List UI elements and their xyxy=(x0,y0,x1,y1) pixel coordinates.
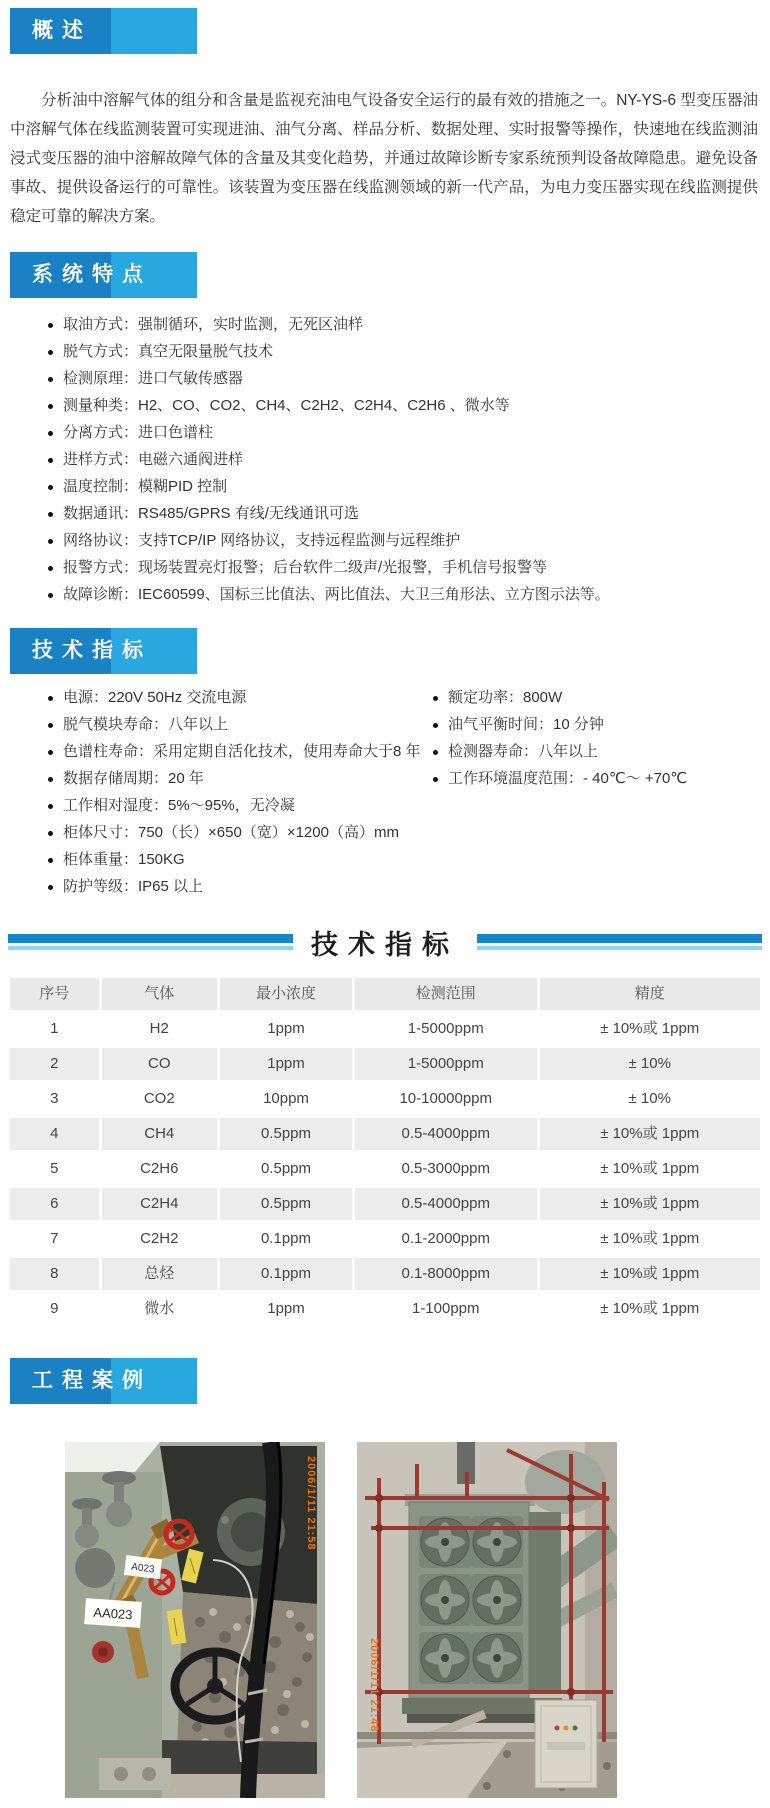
cell-gas: 总烃 xyxy=(102,1258,221,1290)
bullet-icon xyxy=(48,831,53,836)
header-bar-right xyxy=(477,934,762,950)
specs-left-column xyxy=(48,686,433,902)
photo-timestamp: 2006/1/11 21:48 xyxy=(368,1638,380,1733)
transformer-photo-illustration xyxy=(357,1442,617,1798)
cell-gas: CH4 xyxy=(102,1118,221,1150)
feature-item xyxy=(48,529,770,556)
bullet-icon xyxy=(48,777,53,782)
cell-accuracy: ± 10% xyxy=(628,1055,671,1072)
bullet-icon xyxy=(48,858,53,863)
cell-index: 9 xyxy=(10,1293,102,1325)
spec-item xyxy=(48,740,433,767)
gas-table-header-banner xyxy=(8,922,762,962)
valve-tag-large: AA023 xyxy=(92,1604,133,1623)
cell-min-concentration: 0.1ppm xyxy=(220,1223,355,1255)
specs-right-column xyxy=(433,686,770,902)
bullet-icon xyxy=(48,377,53,382)
spec-text: 工作相对湿度：5%～95%，无冷凝 xyxy=(63,797,295,814)
gas-parameters-table xyxy=(10,978,760,1328)
bullet-icon xyxy=(48,350,53,355)
spec-text: 脱气模块寿命：八年以上 xyxy=(63,716,229,733)
valve-photo-illustration xyxy=(65,1442,325,1798)
spec-text: 柜体重量：150KG xyxy=(63,851,185,868)
column-header-index: 序号 xyxy=(10,978,102,1010)
spec-item xyxy=(48,875,433,902)
cell-min-concentration: 1ppm xyxy=(220,1293,355,1325)
spec-text: 电源：220V 50Hz 交流电源 xyxy=(63,689,247,706)
table-row xyxy=(10,1083,760,1118)
cell-detection-range: 1-5000ppm xyxy=(355,1048,540,1080)
feature-text: 温度控制：模糊PID 控制 xyxy=(63,478,228,495)
header-bar-left xyxy=(8,934,293,950)
bullet-icon xyxy=(48,458,53,463)
bullet-icon xyxy=(48,539,53,544)
spec-item xyxy=(48,686,433,713)
bullet-icon xyxy=(48,696,53,701)
cell-detection-range: 0.5-3000ppm xyxy=(355,1153,540,1185)
spec-text: 检测器寿命：八年以上 xyxy=(448,743,599,760)
case-photos xyxy=(65,1442,770,1798)
feature-item xyxy=(48,448,770,475)
specs-columns xyxy=(48,686,770,902)
spec-text: 额定功率：800W xyxy=(448,689,563,706)
table-row xyxy=(10,1188,760,1223)
feature-text: 测量种类：H2、CO、CO2、CH4、C2H2、C2H4、C2H6 、微水等 xyxy=(63,397,510,414)
feature-text: 检测原理：进口气敏传感器 xyxy=(63,370,244,387)
bullet-icon xyxy=(48,485,53,490)
bullet-icon xyxy=(48,323,53,328)
spec-text: 工作环境温度范围：- 40℃～ +70℃ xyxy=(448,770,688,787)
feature-item xyxy=(48,394,770,421)
cell-gas: 微水 xyxy=(102,1293,221,1325)
table-row xyxy=(10,1048,760,1083)
feature-item xyxy=(48,313,770,340)
cell-min-concentration: 0.5ppm xyxy=(220,1153,355,1185)
column-header-accuracy: 精度 xyxy=(634,985,665,1002)
spec-item xyxy=(48,848,433,875)
column-header-gas: 气体 xyxy=(102,978,221,1010)
section-title: 概述 xyxy=(32,19,92,42)
spec-text: 油气平衡时间：10 分钟 xyxy=(448,716,604,733)
feature-text: 网络协议：支持TCP/IP 网络协议，支持远程监测与远程维护 xyxy=(63,532,461,549)
spec-item xyxy=(48,713,433,740)
table-row xyxy=(10,1118,760,1153)
cell-detection-range: 0.1-8000ppm xyxy=(355,1258,540,1290)
cell-accuracy: ± 10%或 1ppm xyxy=(600,1160,700,1177)
feature-text: 分离方式：进口色谱柱 xyxy=(63,424,214,441)
bullet-icon xyxy=(433,750,438,755)
cell-accuracy: ± 10%或 1ppm xyxy=(600,1265,700,1282)
feature-item xyxy=(48,367,770,394)
feature-text: 故障诊断：IEC60599、国标三比值法、两比值法、大卫三角形法、立方图示法等。 xyxy=(63,586,610,603)
spec-text: 防护等级：IP65 以上 xyxy=(63,878,204,895)
cell-min-concentration: 0.5ppm xyxy=(220,1188,355,1220)
section-header-specs xyxy=(10,628,197,674)
bullet-icon xyxy=(48,431,53,436)
cell-detection-range: 1-100ppm xyxy=(355,1293,540,1325)
table-row xyxy=(10,1293,760,1328)
feature-text: 取油方式：强制循环，实时监测，无死区油样 xyxy=(63,316,364,333)
cell-gas: CO xyxy=(102,1048,221,1080)
feature-item xyxy=(48,475,770,502)
cell-min-concentration: 1ppm xyxy=(220,1048,355,1080)
bullet-icon xyxy=(433,777,438,782)
cell-index: 8 xyxy=(10,1258,102,1290)
cell-gas: CO2 xyxy=(102,1083,221,1115)
feature-item xyxy=(48,502,770,529)
bullet-icon xyxy=(48,750,53,755)
overview-paragraph: 分析油中溶解气体的组分和含量是监视充油电气设备安全运行的最有效的措施之一。NY-YS-6 型变压器油中溶解气体在线监测装置可实现进油、油气分离、样品分析、数据处理、实时报警等操作，快速地在线监测油浸式变压器的油中溶解故障气体的含量及其变化趋势，并通过故障诊断专家系统预判设备故障隐患。避免设备事故、提供设备运行的可靠性。该装置为变压器在线监测领域的新一代产品，为电力变压器实现在线监测提供稳定可靠的解决方案。 xyxy=(10,92,758,225)
cell-gas: C2H2 xyxy=(102,1223,221,1255)
bullet-icon xyxy=(48,804,53,809)
feature-item xyxy=(48,340,770,367)
cell-gas: H2 xyxy=(102,1013,221,1045)
cell-index: 1 xyxy=(10,1013,102,1045)
case-photo-valve-installation xyxy=(65,1442,325,1798)
column-header-min-concentration: 最小浓度 xyxy=(220,978,355,1010)
feature-text: 进样方式：电磁六通阀进样 xyxy=(63,451,244,468)
bullet-icon xyxy=(48,593,53,598)
photo-timestamp: 2006/1/11 21:58 xyxy=(305,1456,317,1551)
cell-index: 6 xyxy=(10,1188,102,1220)
spec-text: 色谱柱寿命：采用定期自活化技术，使用寿命大于8 年 xyxy=(63,743,421,760)
feature-text: 数据通讯：RS485/GPRS 有线/无线通讯可选 xyxy=(63,505,359,522)
gas-table-title: 技术指标 xyxy=(311,929,459,960)
section-header-cases xyxy=(10,1358,197,1404)
cell-detection-range: 0.1-2000ppm xyxy=(355,1223,540,1255)
table-row xyxy=(10,1223,760,1258)
page xyxy=(0,8,770,1808)
column-header-detection-range: 检测范围 xyxy=(355,978,540,1010)
cell-accuracy: ± 10%或 1ppm xyxy=(600,1020,700,1037)
bullet-icon xyxy=(48,723,53,728)
table-row xyxy=(10,1153,760,1188)
feature-item xyxy=(48,421,770,448)
cell-accuracy: ± 10%或 1ppm xyxy=(600,1195,700,1212)
cell-gas: C2H4 xyxy=(102,1188,221,1220)
cell-index: 5 xyxy=(10,1153,102,1185)
table-body xyxy=(10,1013,760,1328)
cell-detection-range: 0.5-4000ppm xyxy=(355,1118,540,1150)
bullet-icon xyxy=(433,723,438,728)
spec-item xyxy=(433,767,770,794)
features-list xyxy=(48,313,770,610)
spec-item xyxy=(433,713,770,740)
table-row xyxy=(10,1258,760,1293)
cell-accuracy: ± 10%或 1ppm xyxy=(600,1230,700,1247)
cell-min-concentration: 0.1ppm xyxy=(220,1258,355,1290)
cell-accuracy: ± 10% xyxy=(628,1090,671,1107)
section-title: 工程案例 xyxy=(32,1369,152,1392)
spec-text: 数据存储周期：20 年 xyxy=(63,770,204,787)
bullet-icon xyxy=(48,566,53,571)
table-row xyxy=(10,1013,760,1048)
bullet-icon xyxy=(48,512,53,517)
cell-gas: C2H6 xyxy=(102,1153,221,1185)
spec-item xyxy=(48,794,433,821)
spec-item xyxy=(433,740,770,767)
section-header-features xyxy=(10,252,197,298)
feature-text: 脱气方式：真空无限量脱气技术 xyxy=(63,343,274,360)
section-header-overview xyxy=(10,8,197,54)
cell-index: 4 xyxy=(10,1118,102,1150)
cell-min-concentration: 1ppm xyxy=(220,1013,355,1045)
bullet-icon xyxy=(48,404,53,409)
cell-accuracy: ± 10%或 1ppm xyxy=(600,1125,700,1142)
bullet-icon xyxy=(433,696,438,701)
cell-index: 2 xyxy=(10,1048,102,1080)
case-photo-transformer-site xyxy=(357,1442,617,1798)
spec-item xyxy=(48,821,433,848)
bullet-icon xyxy=(48,885,53,890)
cell-index: 7 xyxy=(10,1223,102,1255)
cell-index: 3 xyxy=(10,1083,102,1115)
cell-detection-range: 1-5000ppm xyxy=(355,1013,540,1045)
cell-accuracy: ± 10%或 1ppm xyxy=(600,1300,700,1317)
feature-item xyxy=(48,556,770,583)
cell-detection-range: 10-10000ppm xyxy=(355,1083,540,1115)
spec-item xyxy=(48,767,433,794)
spec-item xyxy=(433,686,770,713)
spec-text: 柜体尺寸：750（长）×650（宽）×1200（高）mm xyxy=(63,824,399,841)
valve-tag-small: A023 xyxy=(130,1561,156,1576)
feature-text: 报警方式：现场装置亮灯报警；后台软件二级声/光报警，手机信号报警等 xyxy=(63,559,548,576)
section-title: 系统特点 xyxy=(32,263,152,286)
section-title: 技术指标 xyxy=(32,639,152,662)
cell-min-concentration: 10ppm xyxy=(220,1083,355,1115)
feature-item xyxy=(48,583,770,610)
table-header-row xyxy=(10,978,760,1013)
cell-detection-range: 0.5-4000ppm xyxy=(355,1188,540,1220)
cell-min-concentration: 0.5ppm xyxy=(220,1118,355,1150)
